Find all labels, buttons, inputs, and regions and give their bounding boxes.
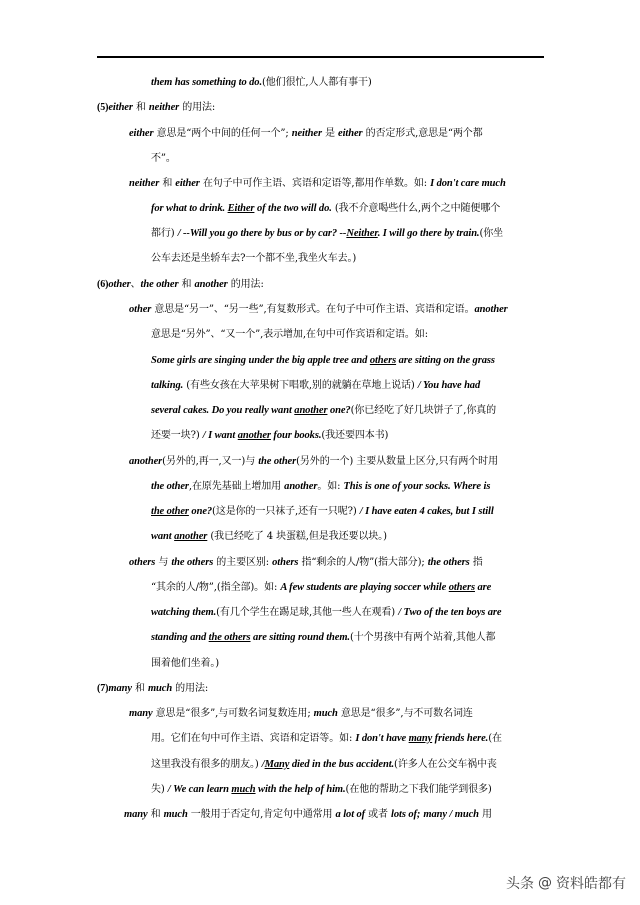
english-text: the other [258, 456, 297, 467]
text-segment: 还要一块?) [151, 430, 203, 441]
text-segment: (另外的一个) 主要从数量上区分,只有两个时用 [296, 456, 498, 467]
english-text: one? [188, 506, 213, 517]
text-segment: 和 [159, 178, 176, 189]
text-line [151, 783, 492, 797]
english-text: either [338, 128, 363, 139]
english-text: / I have eaten 4 cakes, but I still [359, 506, 494, 517]
text-line [151, 152, 176, 166]
english-text: the others [171, 557, 214, 568]
english-text: Many [264, 759, 290, 770]
english-text: Some girls are singing under the big apple tree and [151, 355, 370, 366]
english-text: another [194, 279, 228, 290]
watermark-name: 资料皓都有 [556, 876, 626, 892]
text-segment: 不”。 [151, 153, 176, 164]
text-segment: 用。它们在句中可作主语、宾语和定语等。如: [151, 733, 356, 744]
english-text: neither [148, 102, 180, 113]
english-text: many [124, 809, 148, 820]
text-segment: 的用法: [227, 279, 264, 290]
text-line [129, 177, 506, 191]
english-text: Either [227, 203, 255, 214]
english-text: . I will go there by train. [377, 228, 480, 239]
english-text: are sitting round them. [250, 632, 350, 643]
text-segment: (他们很忙,人人都有事干) [261, 77, 372, 88]
english-text: neither [291, 128, 322, 139]
english-text: of the two will do. [254, 203, 332, 214]
text-segment: 的主要区别: [213, 557, 273, 568]
english-text: A few students are playing soccer while [280, 582, 449, 593]
english-text: many [108, 683, 132, 694]
text-segment: 指 [469, 557, 483, 568]
text-line [151, 404, 496, 418]
english-text: I don't have [355, 733, 409, 744]
english-text: others [369, 355, 397, 366]
english-text: many [129, 708, 153, 719]
text-segment: 和 [132, 102, 149, 113]
english-text: others [129, 557, 156, 568]
english-text: much [313, 708, 338, 719]
text-line [129, 303, 508, 317]
english-text: a lot of [335, 809, 366, 820]
text-segment: (在他的帮助之下我们能学到很多) [345, 784, 492, 795]
text-segment: 与 [155, 557, 172, 568]
english-text: are sitting on the grass [396, 355, 495, 366]
watermark-prefix: 头条 [506, 876, 534, 892]
text-segment: 围着他们坐着。) [151, 658, 220, 669]
at-icon: @ [538, 875, 552, 891]
text-segment: (有些女孩在大苹果树下唱歌,别的就躺在草地上说话) [183, 380, 418, 391]
english-text: / I want [202, 430, 238, 441]
text-segment: 的用法: [179, 102, 216, 113]
text-segment: (许多人在公交车祸中丧 [394, 759, 497, 770]
text-line [151, 252, 356, 266]
text-segment: (有几个学生在踢足球,其他一些人在观看) [216, 607, 399, 618]
text-segment: (另外的,再一,又一)与 [162, 456, 259, 467]
text-segment: 公车去还是坐轿车去?一个都不坐,我坐火车去。) [151, 253, 357, 264]
text-segment: (6) [97, 279, 109, 290]
text-segment: 一般用于否定句,肯定句中通常用 [187, 809, 336, 820]
text-line [151, 354, 495, 368]
english-text: much [147, 683, 173, 694]
text-segment: 的否定形式,意思是“两个都 [362, 128, 483, 139]
english-text: standing and [151, 632, 209, 643]
text-segment: (这是你的一只袜子,还有一只呢?) [212, 506, 360, 517]
text-segment: 的用法: [172, 683, 209, 694]
text-segment: (我已经吃了 4 块蛋糕,但是我还要以块。) [207, 531, 387, 542]
text-line [151, 530, 387, 544]
text-segment: 意思是“很多”,与不可数名词连 [337, 708, 473, 719]
english-text: several cakes. Do you really want [151, 405, 295, 416]
text-line [97, 682, 208, 696]
text-line [151, 227, 503, 241]
english-text: either [175, 178, 200, 189]
text-line [151, 202, 500, 216]
english-text: watching them. [151, 607, 217, 618]
text-segment: 。如: [317, 481, 344, 492]
english-text: another [129, 456, 163, 467]
english-text: This is one of your socks. Where is [343, 481, 491, 492]
text-segment: (在 [488, 733, 502, 744]
text-segment: 是 [321, 128, 339, 139]
text-segment: (我还要四本书) [321, 430, 389, 441]
english-text: another [237, 430, 271, 441]
text-line [151, 732, 502, 746]
text-line [129, 127, 483, 141]
text-segment: 在句子中可作主语、宾语和定语等,都用作单数。如: [199, 178, 431, 189]
text-segment: (十个男孩中有两个站着,其他人都 [349, 632, 496, 643]
text-segment: (7) [97, 683, 109, 694]
text-segment: 这里我没有很多的朋友。) [151, 759, 262, 770]
english-text: four books. [270, 430, 322, 441]
text-line [151, 657, 219, 671]
text-segment: (你已经吃了好几块饼子了,你真的 [350, 405, 497, 416]
english-text: either [108, 102, 133, 113]
text-segment: (5) [97, 102, 109, 113]
english-text: I don't care much [430, 178, 506, 189]
english-text: many [408, 733, 433, 744]
english-text: died in the bus accident. [289, 759, 395, 770]
english-text: much [231, 784, 256, 795]
header-rule [97, 56, 544, 58]
text-segment: (你坐 [479, 228, 504, 239]
english-text: with the help of him. [255, 784, 346, 795]
text-segment: 、 [130, 279, 141, 290]
english-text: them has something to do. [151, 77, 262, 88]
english-text: want [151, 531, 175, 542]
text-segment: 和 [147, 809, 164, 820]
text-line [151, 328, 428, 342]
text-line [129, 455, 498, 469]
text-line [151, 631, 495, 645]
text-line [151, 379, 480, 393]
english-text: others [448, 582, 475, 593]
english-text: one? [327, 405, 351, 416]
english-text: for what to drink. [151, 203, 228, 214]
text-segment: 都行) [151, 228, 178, 239]
english-text: / [261, 759, 265, 770]
english-text: either [129, 128, 154, 139]
text-line [151, 480, 490, 494]
text-segment: 意思是“另一”、“另一些”,有复数形式。在句子中可作主语、宾语和定语。 [151, 304, 475, 315]
english-text: the other [151, 481, 189, 492]
text-segment: 意思是“两个中间的任何一个”; [153, 128, 292, 139]
text-line [129, 556, 483, 570]
english-text: many / much [423, 809, 479, 820]
english-text: much [163, 809, 188, 820]
text-segment: 意思是“很多”,与可数名词复数连用; [152, 708, 314, 719]
english-text: lots of; [391, 809, 421, 820]
text-line [124, 808, 492, 822]
text-line [151, 429, 388, 443]
english-text: another [474, 304, 508, 315]
text-line [151, 76, 372, 90]
english-text: neither [129, 178, 160, 189]
text-segment: 指“剩余的人/物”(指大部分); [298, 557, 428, 568]
english-text: talking. [151, 380, 184, 391]
text-segment: 或者 [365, 809, 392, 820]
english-text: other [129, 304, 152, 315]
text-segment: ,在原先基础上增加用 [188, 481, 285, 492]
text-segment: 和 [178, 279, 195, 290]
text-line [151, 505, 494, 519]
english-text: are [474, 582, 492, 593]
text-line [97, 278, 264, 292]
english-text: / You have had [417, 380, 481, 391]
english-text: the other [151, 506, 189, 517]
text-segment: (我不介意喝些什么,两个之中随便哪个 [331, 203, 501, 214]
english-text: other [108, 279, 131, 290]
text-segment: 意思是“另外”、“又一个”,表示增加,在句中可作宾语和定语。如: [151, 329, 428, 340]
watermark [506, 872, 626, 894]
text-segment: 失) [151, 784, 168, 795]
text-line [97, 101, 215, 115]
english-text: others [272, 557, 299, 568]
english-text: another [284, 481, 318, 492]
english-text: the others [208, 632, 251, 643]
english-text: friends here. [432, 733, 489, 744]
english-text: another [174, 531, 208, 542]
text-line [151, 581, 491, 595]
text-segment: “其余的人/物”,(指全部)。如: [151, 582, 281, 593]
english-text: the other [140, 279, 179, 290]
text-line [151, 758, 497, 772]
english-text: / Two of the ten boys are [398, 607, 502, 618]
text-segment: 和 [131, 683, 148, 694]
text-segment: 用 [478, 809, 492, 820]
english-text: another [294, 405, 328, 416]
english-text: Neither [346, 228, 378, 239]
english-text: / --Will you go there by bus or by car? -- [177, 228, 347, 239]
text-line [129, 707, 473, 721]
text-line [151, 606, 501, 620]
english-text: / We can learn [167, 784, 232, 795]
english-text: the others [427, 557, 470, 568]
